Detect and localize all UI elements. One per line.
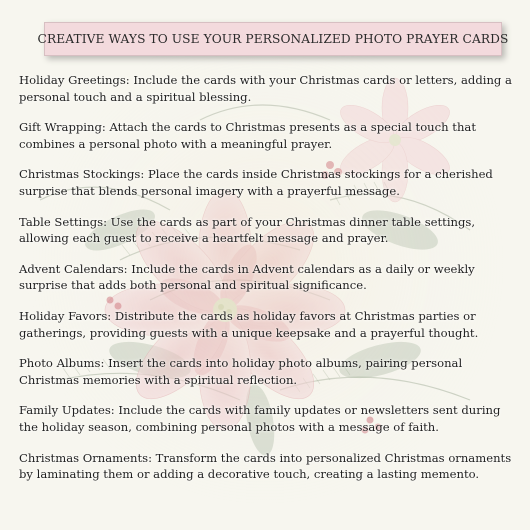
list-item-photo-albums: Photo Albums: Insert the cards into holiday photo albums, pairing personal Christmas memories with a spiritual reflection. xyxy=(19,356,463,387)
list-item-table-settings: Table Settings: Use the cards as part of your Christmas dinner table settings, allowing each guest to receive a heartfelt message and prayer. xyxy=(19,214,476,246)
list-item-family-updates: Family Updates: Include the cards with family updates or newsletters sent during the holiday season, combining personal photos with a message of faith. xyxy=(19,403,501,434)
ideas-list xyxy=(19,72,519,497)
list-item-holiday-favors: Holiday Favors: Distribute the cards as holiday favors at Christmas parties or gatherings, providing guests with a unique keepsake and a prayerful thought. xyxy=(19,308,479,340)
page-title: CREATIVE WAYS TO USE YOUR PERSONALIZED PHOTO PRAYER CARDS xyxy=(37,32,509,46)
title-banner xyxy=(37,22,509,56)
list-item-christmas-stockings: Christmas Stockings: Place the cards inside Christmas stockings for a cherished surprise that blends personal imagery with a prayerful message. xyxy=(19,167,493,198)
list-item-gift-wrapping: Gift Wrapping: Attach the cards to Christmas presents as a special touch that combines a personal photo with a meaningful prayer. xyxy=(19,120,476,151)
list-item-holiday-greetings: Holiday Greetings: Include the cards with your Christmas cards or letters, adding a personal touch and a spiritual blessing. xyxy=(19,73,512,104)
list-item-advent-calendars: Advent Calendars: Include the cards in Advent calendars as a daily or weekly surprise that adds both personal and spiritual significance. xyxy=(19,261,475,293)
list-item-christmas-ornaments: Christmas Ornaments: Transform the cards into personalized Christmas ornaments by laminating them or adding a decorative touch, creating a lasting memento. xyxy=(19,450,512,482)
